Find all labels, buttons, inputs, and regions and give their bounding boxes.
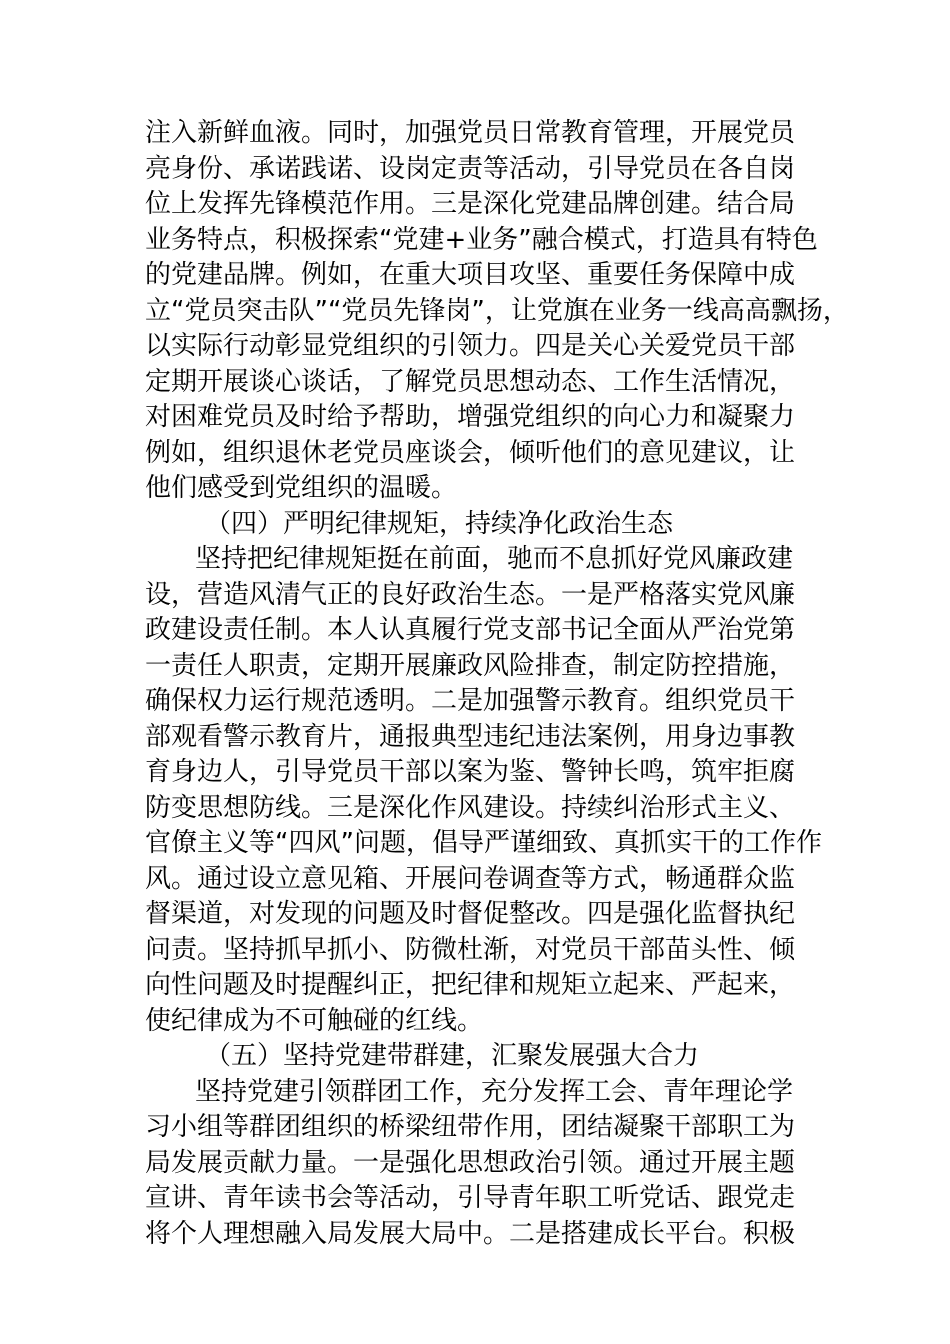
paragraph-line: 注入新鲜血液。同时，加强党员日常教育管理，开展党员 bbox=[145, 118, 796, 148]
paragraph-line: 育身边人，引导党员干部以案为鉴、警钟长鸣，筑牢拒腐 bbox=[145, 757, 796, 787]
paragraph-line: 习小组等群团组织的桥梁纽带作用，团结凝聚干部职工为 bbox=[145, 1112, 796, 1142]
section-heading: （四）严明纪律规矩，持续净化政治生态 bbox=[205, 508, 674, 539]
paragraph-line: 设，营造风清气正的良好政治生态。一是严格落实党风廉 bbox=[145, 579, 796, 610]
paragraph-line: 例如，组织退休老党员座谈会，倾听他们的意见建议，让 bbox=[145, 437, 796, 468]
paragraph-line: 政建设责任制。本人认真履行党支部书记全面从严治党第 bbox=[145, 615, 796, 645]
paragraph-line: 确保权力运行规范透明。二是加强警示教育。组织党员干 bbox=[145, 686, 796, 716]
document-body bbox=[145, 116, 849, 1252]
paragraph-line: 督渠道，对发现的问题及时督促整改。四是强化监督执纪 bbox=[145, 899, 796, 929]
paragraph-line: 坚持把纪律规矩挺在前面，驰而不息抓好党风廉政建 bbox=[195, 544, 794, 574]
paragraph-line: 向性问题及时提醒纠正，把纪律和规矩立起来、严起来， bbox=[145, 970, 796, 1000]
paragraph-line: 业务特点，积极探索“党建+业务”融合模式，打造具有特色 bbox=[145, 224, 818, 255]
paragraph-line: 宣讲、青年读书会等活动，引导青年职工听党话、跟党走 bbox=[145, 1183, 796, 1213]
section-heading: （五）坚持党建带群建，汇聚发展强大合力 bbox=[205, 1041, 700, 1071]
paragraph-line: 定期开展谈心谈话，了解党员思想动态、工作生活情况， bbox=[145, 366, 796, 397]
paragraph-line: 官僚主义等“四风”问题，倡导严谨细致、真抓实干的工作作 bbox=[145, 828, 822, 858]
paragraph-line: 坚持党建引领群团工作，充分发挥工会、青年理论学 bbox=[195, 1076, 794, 1107]
paragraph-line: 以实际行动彰显党组织的引领力。四是关心关爱党员干部 bbox=[145, 331, 796, 361]
paragraph-line: 他们感受到党组织的温暖。 bbox=[145, 473, 458, 503]
paragraph-line: 位上发挥先锋模范作用。三是深化党建品牌创建。结合局 bbox=[145, 189, 796, 219]
paragraph-line: 使纪律成为不可触碰的红线。 bbox=[145, 1005, 484, 1036]
paragraph-line: 防变思想防线。三是深化作风建设。持续纠治形式主义、 bbox=[145, 792, 796, 823]
paragraph-line: 立“党员突击队”“党员先锋岗”，让党旗在业务一线高高飘扬， bbox=[145, 295, 849, 326]
paragraph-line: 部观看警示教育片，通报典型违纪违法案例，用身边事教 bbox=[145, 721, 796, 752]
paragraph-line: 的党建品牌。例如，在重大项目攻坚、重要任务保障中成 bbox=[145, 260, 796, 290]
paragraph-line: 一责任人职责，定期开展廉政风险排查，制定防控措施， bbox=[145, 650, 796, 681]
paragraph-line: 亮身份、承诺践诺、设岗定责等活动，引导党员在各自岗 bbox=[145, 153, 796, 184]
paragraph-line: 局发展贡献力量。一是强化思想政治引领。通过开展主题 bbox=[145, 1147, 796, 1178]
paragraph-line: 对困难党员及时给予帮助，增强党组织的向心力和凝聚力 bbox=[145, 402, 796, 432]
paragraph-line: 将个人理想融入局发展大局中。二是搭建成长平台。积极 bbox=[145, 1218, 796, 1249]
paragraph-line: 问责。坚持抓早抓小、防微杜渐，对党员干部苗头性、倾 bbox=[145, 934, 796, 965]
paragraph-line: 风。通过设立意见箱、开展问卷调查等方式，畅通群众监 bbox=[145, 863, 796, 894]
